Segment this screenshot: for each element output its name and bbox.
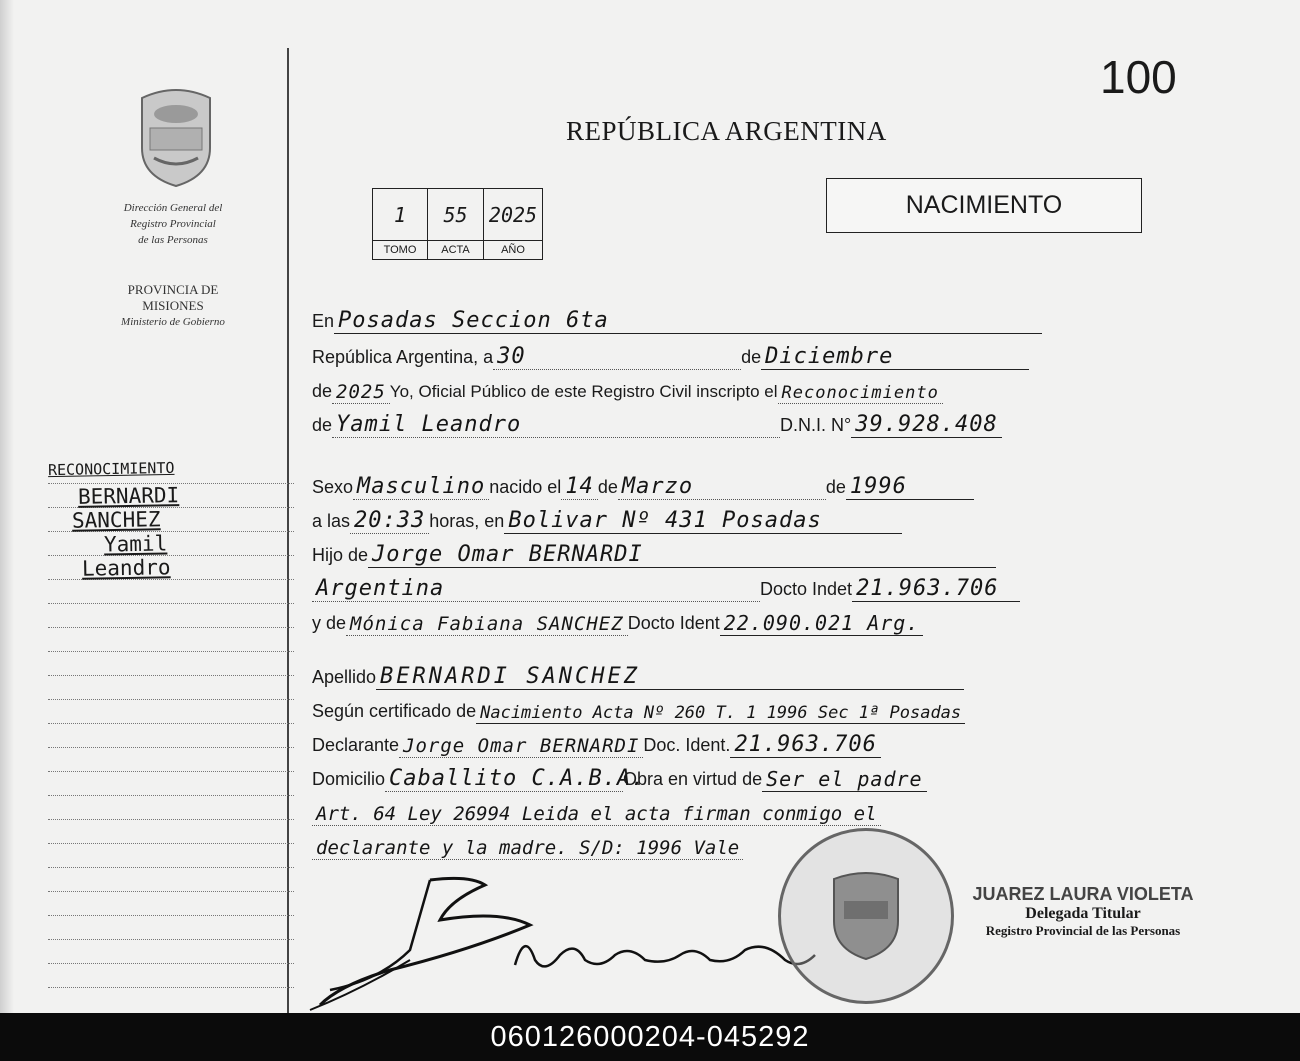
- mother-name-value: Mónica Fabiana SANCHEZ: [346, 613, 628, 636]
- margin-note-line: BERNARDI: [77, 483, 180, 509]
- label-obra: Obra en virtud de: [623, 769, 763, 789]
- margin-row: [48, 940, 294, 964]
- label-de-person: de: [312, 415, 333, 435]
- label-de-2: de: [825, 477, 846, 497]
- declarant-value: Jorge Omar BERNARDI: [399, 735, 643, 758]
- barcode-number-bar: [0, 1013, 1300, 1061]
- label-declarante: Declarante: [312, 735, 400, 755]
- label-de-1: de: [597, 477, 618, 497]
- margin-row: [48, 484, 294, 508]
- record-line-mother: [312, 602, 923, 636]
- inscription-text: Yo, Oficial Público de este Registro Civil inscripto el: [389, 382, 778, 401]
- official-stamp: [778, 828, 954, 1004]
- margin-row: [48, 652, 294, 676]
- margin-note-line: Leandro: [81, 555, 171, 581]
- margin-row: [48, 700, 294, 724]
- registry-cell-tomo: [373, 189, 428, 259]
- official-name: JUAREZ LAURA VIOLETA: [972, 884, 1194, 904]
- record-month-value: Diciembre: [761, 344, 1029, 370]
- margin-row: [48, 844, 294, 868]
- declarant-doc-value: 21.963.706: [730, 732, 880, 758]
- birth-day-value: 14: [561, 474, 598, 500]
- official-role: Delegada Titular: [1025, 905, 1141, 922]
- agency-name: [90, 200, 256, 248]
- record-line-father-doc: [312, 568, 1020, 602]
- label-hijo-de: Hijo de: [312, 545, 369, 565]
- document-type: NACIMIENTO: [905, 191, 1063, 219]
- margin-row: [48, 748, 294, 772]
- registry-cell-ano: [484, 189, 542, 259]
- registry-ano-value: 2025: [488, 202, 538, 227]
- margin-notes: [48, 460, 294, 988]
- agency-line: de las Personas: [138, 234, 208, 246]
- act-type-value: Reconocimiento: [778, 383, 943, 404]
- record-year-value: 2025: [332, 381, 390, 404]
- father-doc-value: 21.963.706: [852, 576, 1020, 602]
- record-line-father: [312, 534, 996, 568]
- provincial-seal-icon: [136, 88, 216, 188]
- record-line-year: [312, 370, 943, 404]
- document-type-box: [826, 178, 1142, 233]
- margin-row: [48, 868, 294, 892]
- label-horas-en: horas, en: [429, 511, 505, 531]
- dni-value: 39.928.408: [851, 412, 1001, 438]
- margin-row: [48, 772, 294, 796]
- label-nacido: nacido el: [489, 477, 562, 497]
- margin-row: [48, 916, 294, 940]
- ministry-name: Ministerio de Gobierno: [121, 316, 225, 328]
- margin-row: [48, 460, 294, 484]
- address-value: Caballito C.A.B.A.: [385, 766, 623, 792]
- margin-row: [48, 892, 294, 916]
- record-line-declarant: [312, 724, 881, 758]
- label-doc-ident-2: Doc. Ident.: [643, 735, 731, 755]
- margin-row: [48, 820, 294, 844]
- label-en: En: [312, 311, 335, 331]
- margin-row: [48, 556, 294, 580]
- margin-row: [48, 964, 294, 988]
- registry-ano-label: AÑO: [484, 240, 542, 259]
- nationality-value: Argentina: [312, 576, 760, 602]
- margin-row: [48, 724, 294, 748]
- label-domicilio: Domicilio: [312, 769, 386, 789]
- margin-row: [48, 676, 294, 700]
- label-a-las: a las: [312, 511, 351, 531]
- record-line-certificate: [312, 690, 965, 724]
- record-line-place: [312, 300, 1042, 334]
- page-fold-shadow: [0, 0, 14, 1013]
- page-number: 100: [1100, 51, 1177, 103]
- margin-note-line: RECONOCIMIENTO: [47, 458, 175, 480]
- place-value: Posadas Seccion 6ta: [334, 308, 1042, 334]
- record-line-birth: [312, 466, 974, 500]
- label-de-year: de: [312, 381, 333, 401]
- margin-row: [48, 628, 294, 652]
- birth-place-value: Bolivar Nº 431 Posadas: [504, 508, 902, 534]
- record-day-value: 30: [493, 344, 741, 370]
- label-y-de: y de: [312, 613, 347, 633]
- label-certificado: Según certificado de: [312, 701, 477, 721]
- margin-note-line: Yamil: [103, 531, 168, 557]
- certificate-value: Nacimiento Acta Nº 260 T. 1 1996 Sec 1ª Posadas: [476, 703, 965, 724]
- birth-year-value: 1996: [846, 474, 974, 500]
- margin-note-line: SANCHEZ: [71, 507, 161, 533]
- birth-time-value: 20:33: [350, 508, 429, 534]
- label-sexo: Sexo: [312, 477, 354, 497]
- stamp-emblem-icon: [826, 871, 906, 961]
- province-block: [90, 282, 256, 330]
- agency-line: Dirección General del: [123, 202, 223, 214]
- record-line-time: [312, 500, 902, 534]
- father-name-value: Jorge Omar BERNARDI: [368, 542, 996, 568]
- record-line-person: [312, 404, 1002, 438]
- registry-cell-acta: [428, 189, 484, 259]
- signature-mother-icon: [505, 915, 825, 985]
- label-dni: D.N.I. N°: [780, 415, 852, 435]
- notes-line-1: Art. 64 Ley 26994 Leida el acta firman conmigo el: [312, 803, 881, 826]
- registry-acta-value: 55: [443, 202, 468, 227]
- province-line: MISIONES: [142, 298, 204, 313]
- agency-line: Registro Provincial: [130, 218, 216, 230]
- person-name-value: Yamil Leandro: [332, 412, 780, 438]
- label-doc-ident: Docto Ident: [627, 613, 720, 633]
- record-line-address: [312, 758, 927, 792]
- label-doc-indet: Docto Indet: [760, 579, 853, 599]
- basis-value: Ser el padre: [762, 767, 927, 792]
- official-office: Registro Provincial de las Personas: [985, 923, 1181, 938]
- registry-table: [372, 188, 543, 260]
- label-republica: República Argentina, a: [312, 347, 494, 367]
- birth-month-value: Marzo: [618, 474, 826, 500]
- registry-tomo-value: 1: [393, 202, 407, 227]
- margin-row: [48, 508, 294, 532]
- province-line: PROVINCIA DE: [127, 282, 219, 297]
- margin-row: [48, 604, 294, 628]
- country-heading: REPÚBLICA ARGENTINA: [566, 116, 887, 146]
- mother-doc-value: 22.090.021 Arg.: [720, 611, 924, 636]
- barcode-number: 060126000204-045292: [490, 1021, 810, 1053]
- registry-acta-label: ACTA: [428, 240, 483, 259]
- margin-row: [48, 580, 294, 604]
- registry-tomo-label: TOMO: [373, 240, 427, 259]
- margin-row: [48, 796, 294, 820]
- label-apellido: Apellido: [312, 667, 377, 687]
- label-de: de: [741, 347, 762, 367]
- margin-row: [48, 532, 294, 556]
- notes-line-2: declarante y la madre. S/D: 1996 Vale: [312, 837, 743, 860]
- surname-value: BERNARDI SANCHEZ: [376, 664, 964, 690]
- record-line-date: [312, 336, 1029, 370]
- sex-value: Masculino: [353, 474, 489, 500]
- official-signature-block: [958, 884, 1208, 939]
- record-line-surname: [312, 656, 964, 690]
- record-line-notes-1: [312, 792, 881, 826]
